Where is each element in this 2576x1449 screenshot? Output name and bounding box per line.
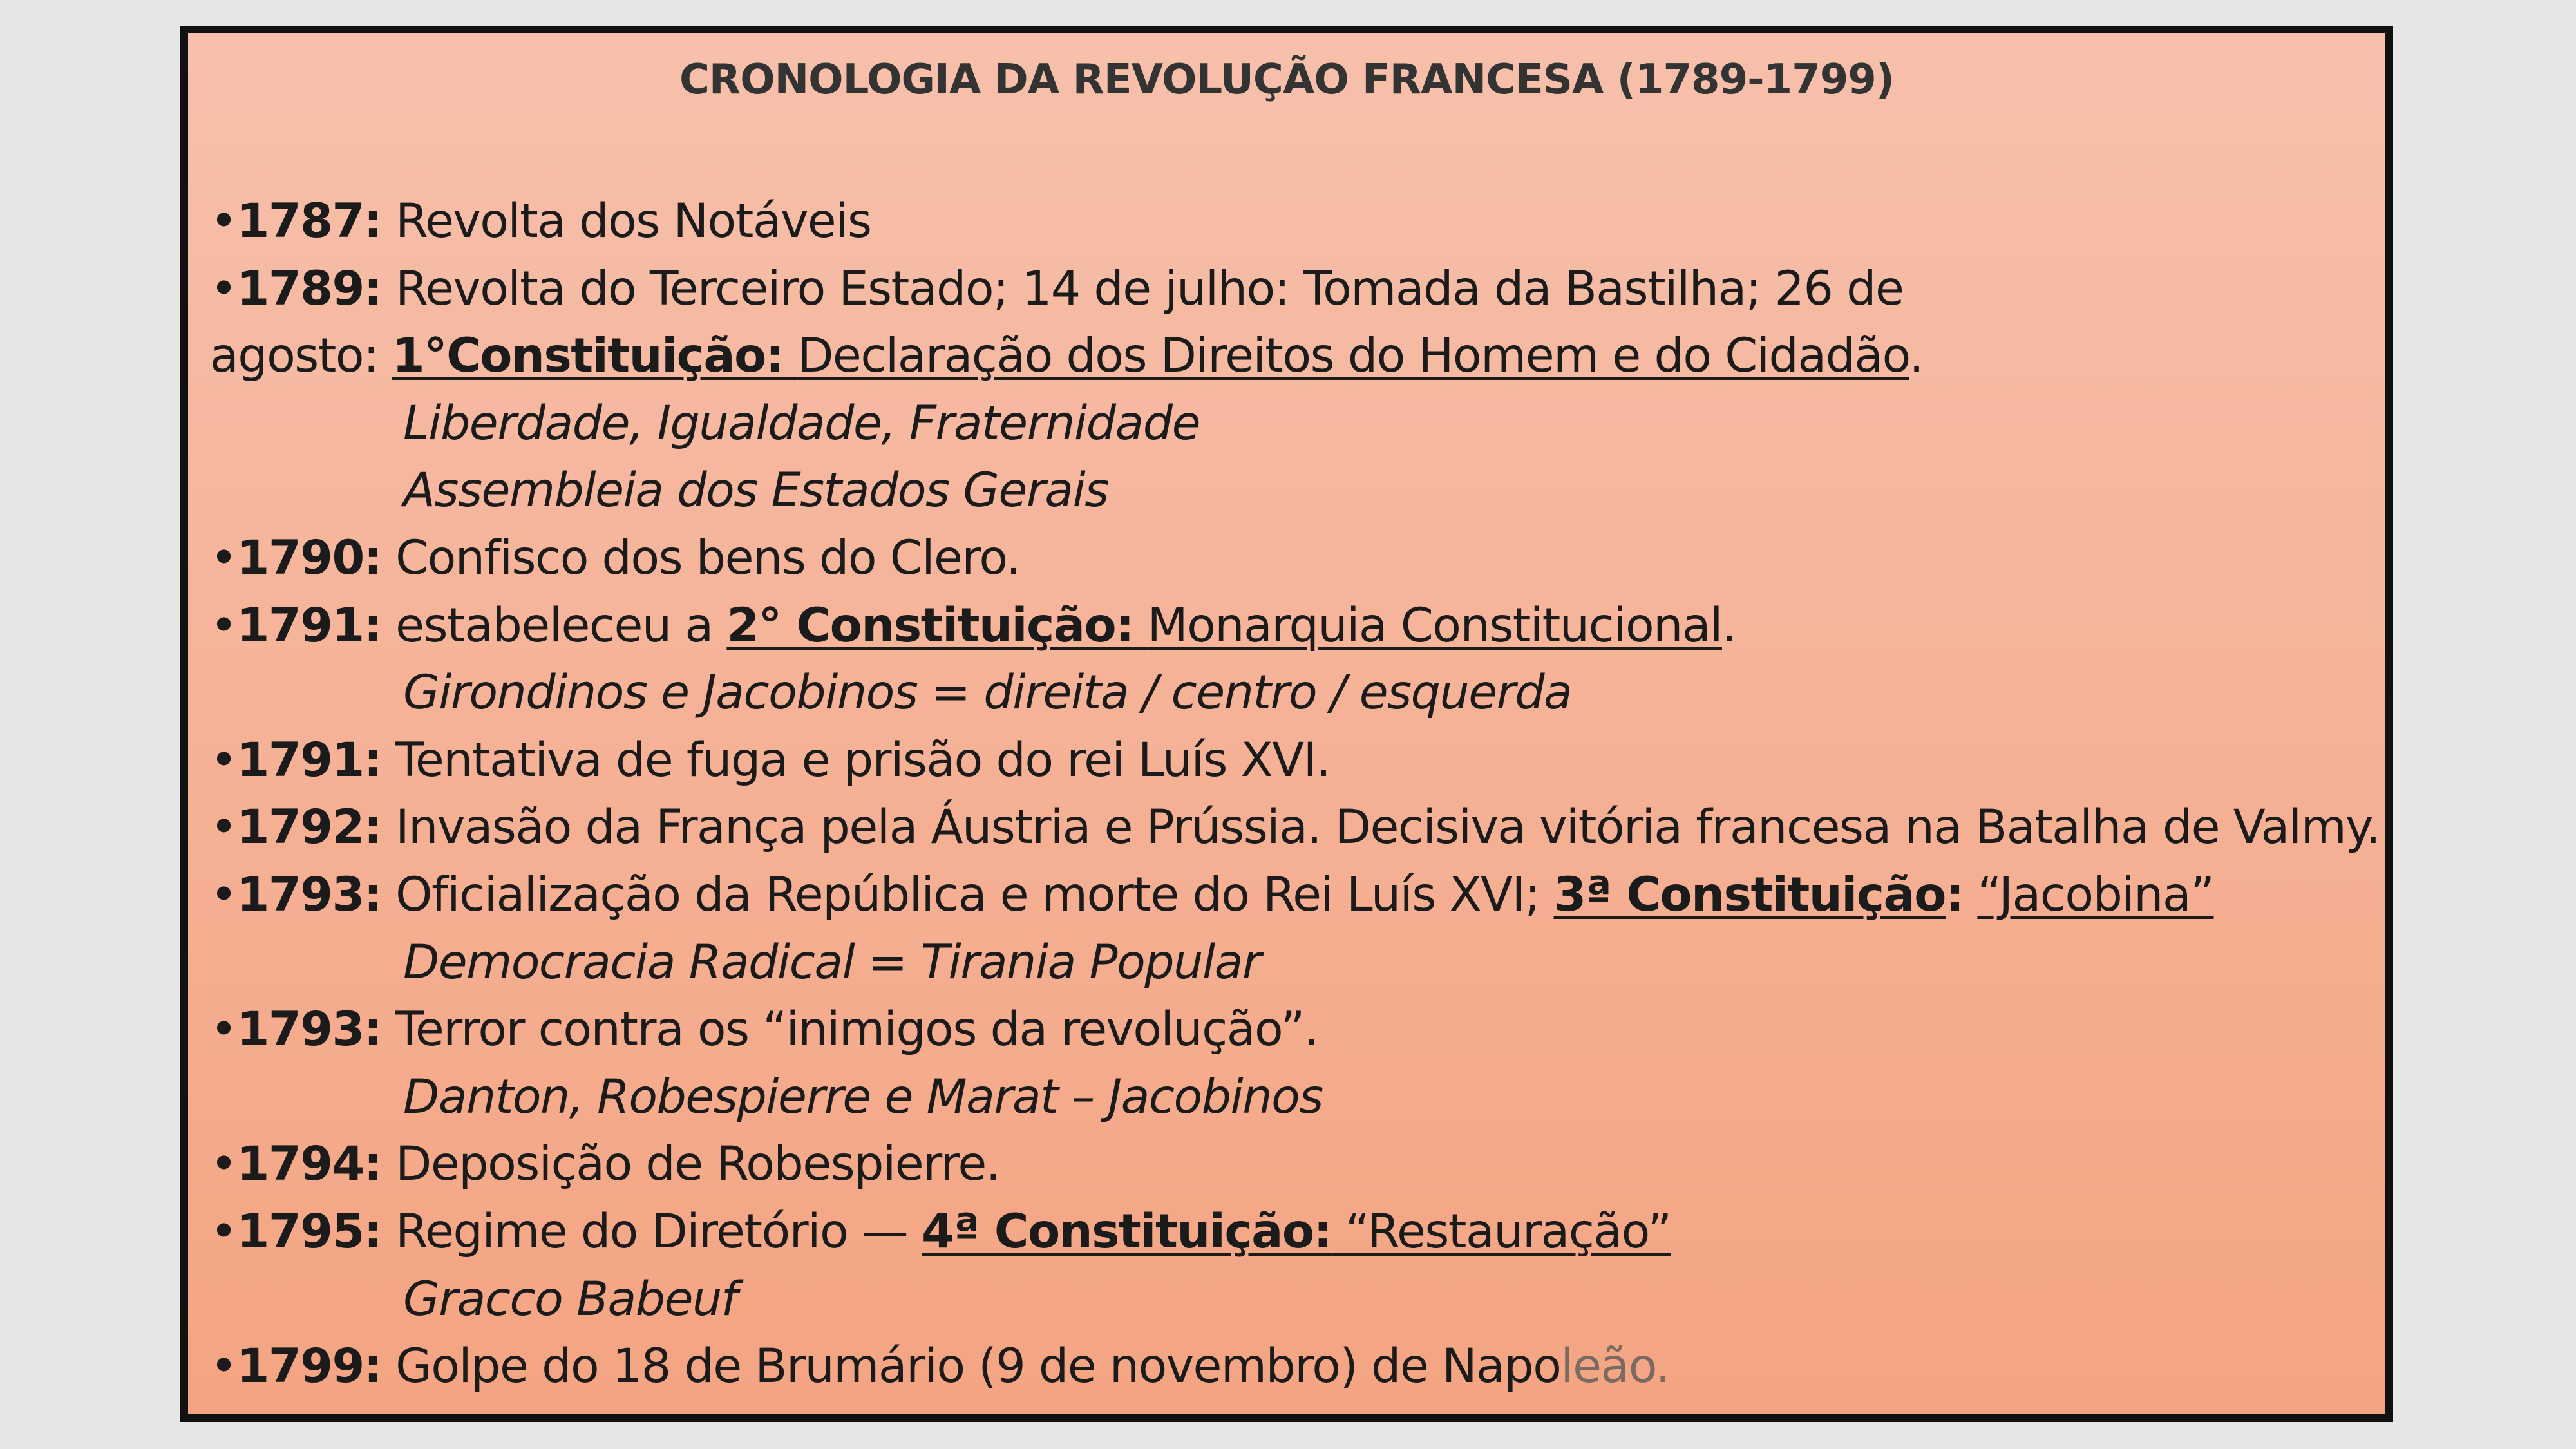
year-label: 1793:	[236, 867, 382, 922]
sub-note: Danton, Robespierre e Marat – Jacobinos	[403, 1069, 1323, 1124]
event-text: estabeleceu a	[381, 598, 727, 653]
event-text: Oficialização da República e morte do Rei Luís XVI;	[381, 867, 1554, 922]
event-text: Deposição de Robespierre.	[381, 1137, 1000, 1192]
spacer	[1964, 867, 1978, 922]
constitution-label: 1°Constituição:	[392, 328, 784, 384]
event-text: Tentativa de fuga e prisão do rei Luís XVI.	[381, 732, 1331, 788]
year-label: 1787:	[236, 194, 382, 249]
event-text: Terror contra os “inimigos da revolução”.	[381, 1002, 1318, 1057]
event-text: Revolta dos Notáveis	[381, 194, 871, 249]
event-text: Confisco dos bens do Clero.	[381, 530, 1020, 585]
sub-note: Assembleia dos Estados Gerais	[403, 463, 1108, 518]
constitution-label: 4ª Constituição:	[922, 1204, 1332, 1259]
spacer	[1331, 1204, 1345, 1259]
bullet: •	[210, 867, 237, 922]
sub-note: Girondinos e Jacobinos = direita / centro / esquerda	[403, 665, 1572, 721]
event-text: Invasão da França pela Áustria e Prússia. Decisiva vitória francesa na Batalha de Valmy.	[381, 800, 2380, 855]
bullet: •	[210, 800, 237, 855]
period: .	[1721, 598, 1736, 653]
year-label: 1795:	[236, 1204, 382, 1259]
period: .	[1909, 328, 1924, 384]
constitution-description: Monarquia Constitucional	[1147, 598, 1722, 653]
spacer	[1133, 598, 1148, 653]
timeline-item-1794	[210, 1131, 2387, 1198]
timeline-item-1799	[210, 1333, 2387, 1401]
year-label: 1791:	[236, 598, 382, 653]
year-label: 1793:	[236, 1002, 382, 1057]
timeline-item-1789-continued	[210, 323, 2387, 390]
timeline-item-1791	[210, 592, 2387, 660]
event-text-faded: leão.	[1560, 1339, 1670, 1394]
constitution-description: “Jacobina”	[1977, 867, 2214, 922]
bullet: •	[210, 261, 237, 316]
year-label: 1789:	[236, 261, 382, 316]
year-label: 1792:	[236, 800, 382, 855]
timeline-item-1792	[210, 794, 2387, 862]
constitution-label: 2° Constituição:	[726, 598, 1133, 653]
year-label: 1799:	[236, 1339, 382, 1394]
timeline-item-1789	[210, 256, 2387, 323]
timeline-list	[210, 188, 2387, 1401]
bullet: •	[210, 598, 237, 653]
sub-note: Democracia Radical = Tirania Popular	[403, 934, 1261, 990]
event-text: Regime do Diretório —	[381, 1204, 922, 1259]
sub-note: Gracco Babeuf	[403, 1271, 737, 1327]
page-title: CRONOLOGIA DA REVOLUÇÃO FRANCESA (1789-1799)	[679, 56, 1895, 104]
constitution-label: 3ª Constituição	[1553, 867, 1946, 922]
bullet: •	[210, 732, 237, 788]
bullet: •	[210, 530, 237, 585]
bullet: •	[210, 1339, 237, 1394]
timeline-item-1795	[210, 1198, 2387, 1266]
year-label: 1794:	[236, 1137, 382, 1192]
year-label: 1790:	[236, 530, 382, 585]
bullet: •	[210, 1204, 237, 1259]
timeline-item-1787	[210, 188, 2387, 256]
bullet: •	[210, 194, 237, 249]
timeline-item-1791b	[210, 727, 2387, 795]
event-text: agosto:	[210, 328, 392, 384]
spacer	[783, 328, 797, 383]
constitution-description: Declaração dos Direitos do Homem e do Cidadão	[797, 328, 1909, 384]
constitution-description: “Restauração”	[1345, 1204, 1671, 1259]
event-text: Golpe do 18 de Brumário (9 de novembro) de Napo	[381, 1339, 1561, 1394]
bullet: •	[210, 1137, 237, 1192]
timeline-item-1793b	[210, 996, 2387, 1064]
year-label: 1791:	[236, 732, 382, 788]
timeline-item-1790	[210, 525, 2387, 592]
bullet: •	[210, 1002, 237, 1057]
slide-frame	[180, 26, 2393, 1422]
event-text: Revolta do Terceiro Estado; 14 de julho: Tomada da Bastilha; 26 de	[381, 261, 1904, 316]
sub-note: Liberdade, Igualdade, Fraternidade	[403, 395, 1200, 451]
timeline-item-1793	[210, 862, 2387, 929]
colon: :	[1945, 867, 1964, 922]
